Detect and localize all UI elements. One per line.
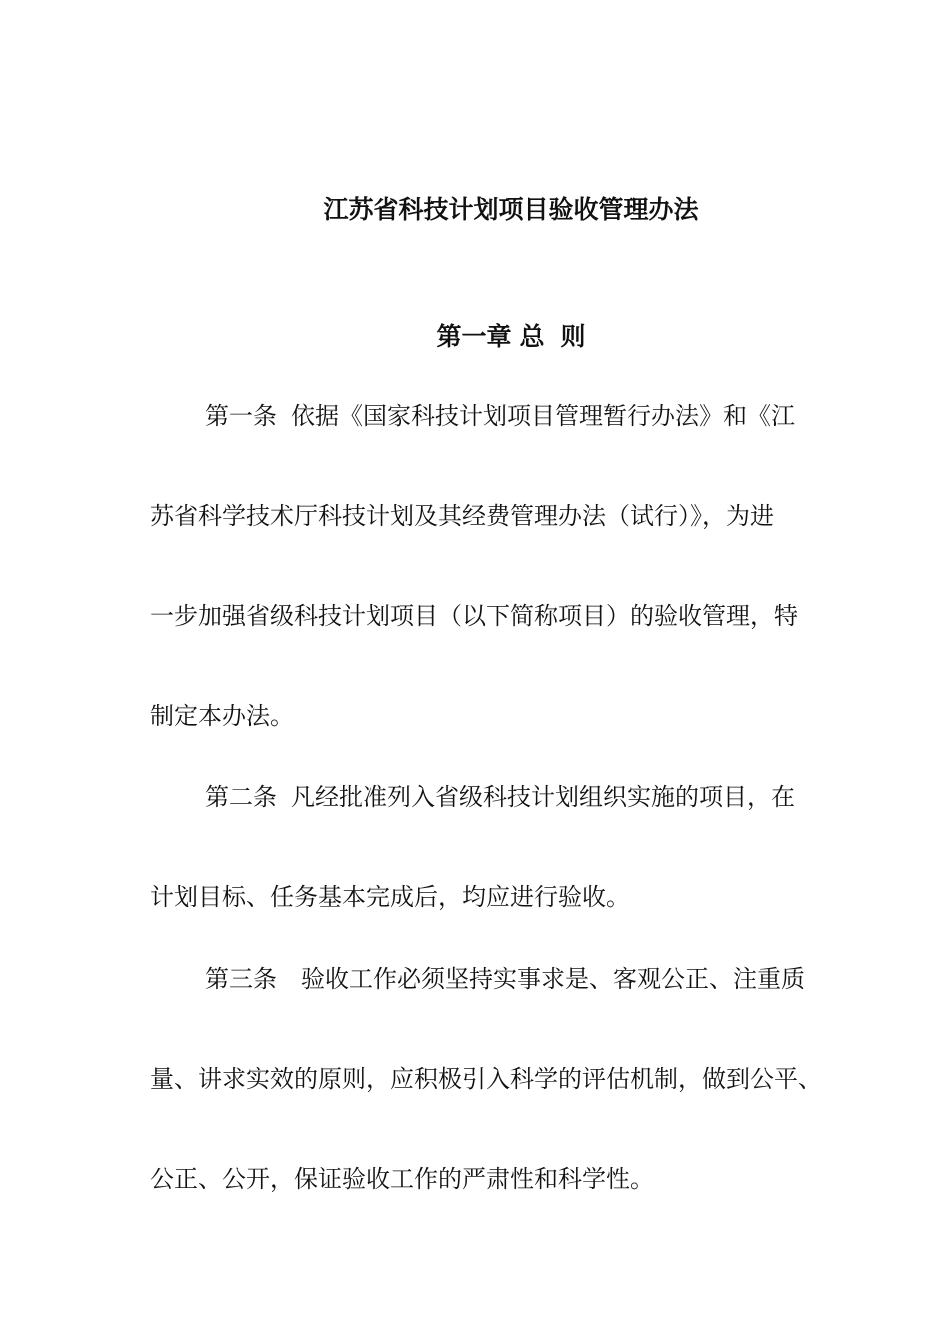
article-1-text-line-2: 苏省科学技术厅科技计划及其经费管理办法（试行）》，为进 bbox=[150, 502, 774, 530]
article-2-number: 第二条 bbox=[205, 783, 277, 811]
article-1-number: 第一条 bbox=[205, 402, 277, 430]
article-2-text-line-1: 凡经批准列入省级科技计划组织实施的项目，在 bbox=[291, 783, 795, 811]
article-3-text-line-2: 量、讲求实效的原则，应积极引入科学的评估机制，做到公平、 bbox=[150, 1065, 822, 1093]
article-1-text-line-3: 一步加强省级科技计划项目（以下简称项目）的验收管理，特 bbox=[150, 602, 798, 630]
chapter-word-2: 则 bbox=[560, 322, 586, 351]
article-3-text-line-1: 验收工作必须坚持实事求是、客观公正、注重质 bbox=[301, 965, 805, 993]
document-title: 江苏省科技计划项目验收管理办法 bbox=[323, 195, 699, 224]
article-1-first-line bbox=[205, 400, 795, 432]
article-2-first-line bbox=[205, 781, 795, 813]
chapter-label: 第一章 bbox=[436, 322, 512, 351]
chapter-word-1: 总 bbox=[519, 322, 545, 351]
article-3-text-line-3: 公正、公开，保证验收工作的严肃性和科学性。 bbox=[150, 1165, 654, 1193]
article-3-first-line bbox=[205, 963, 805, 995]
chapter-heading bbox=[0, 317, 950, 353]
article-1-text-line-1: 依据《国家科技计划项目管理暂行办法》和《江 bbox=[291, 402, 795, 430]
article-3-number: 第三条 bbox=[205, 965, 277, 993]
article-1-text-line-4: 制定本办法。 bbox=[150, 702, 294, 730]
article-2-text-line-2: 计划目标、任务基本完成后，均应进行验收。 bbox=[150, 883, 630, 911]
